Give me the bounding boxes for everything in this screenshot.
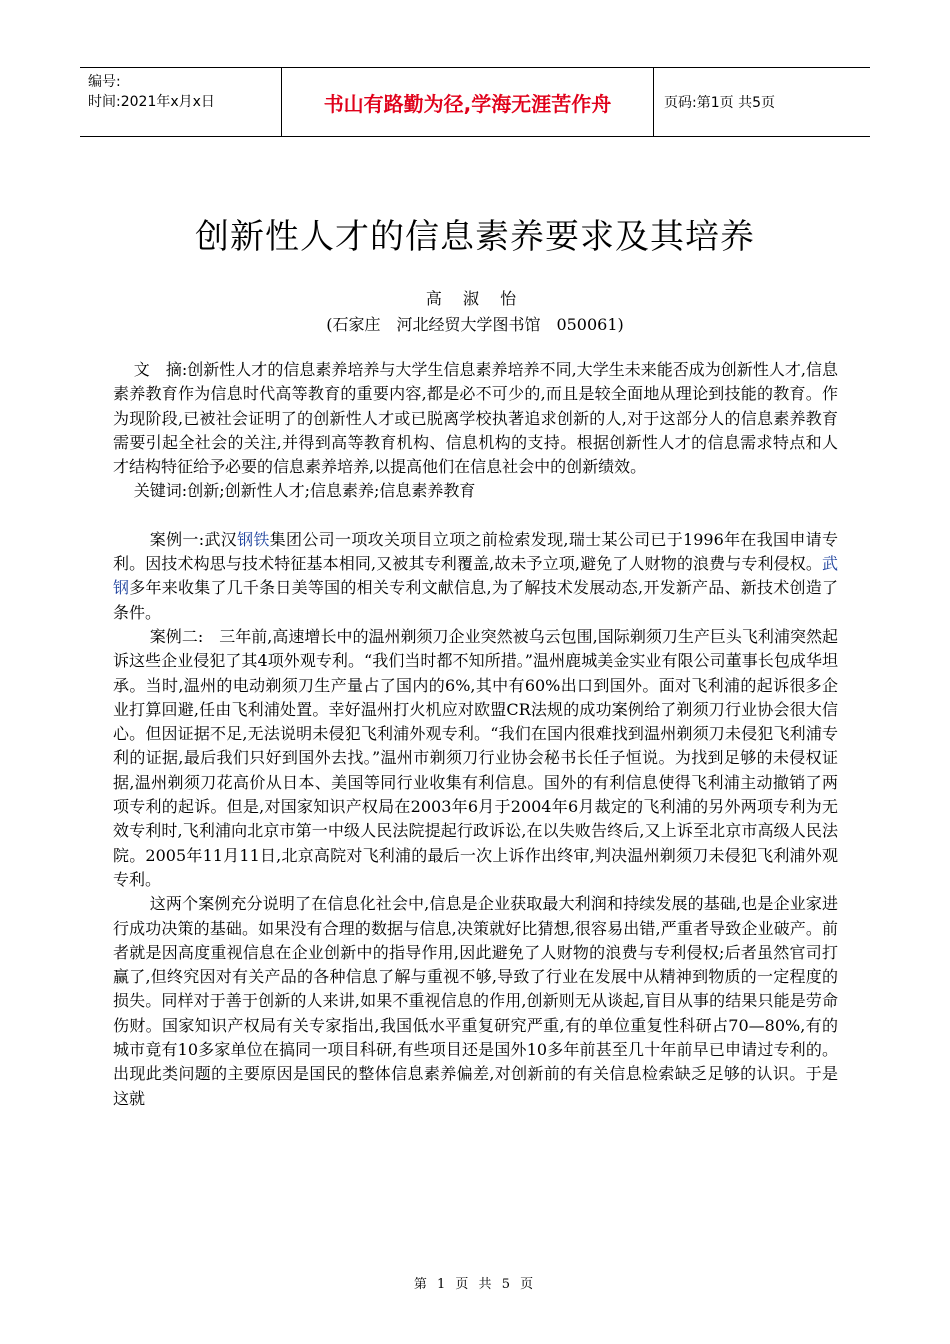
header-motto: 书山有路勤为径,学海无涯苦作舟: [323, 91, 612, 116]
header-code: 编号:: [88, 74, 121, 90]
header-page-info: 页码:第1页 共5页: [664, 95, 775, 111]
case-one-paragraph: [113, 528, 838, 625]
link-wisco[interactable]: 武钢: [113, 554, 838, 598]
abstract: 文 摘:创新性人才的信息素养培养与大学生信息素养培养不同,大学生未来能否成为创新性人才,信息素养教育作为信息时代高等教育的重要内容,都是必不可少的,而且是较全面地从理论到技能的教育。作为现阶段,已被社会证明了的创新性人才或已脱离学校执著追求创新的人,对于这部分人的信息素养教育需要引起全社会的关注,并得到高等教育机构、信息机构的支持。根据创新性人才的信息需求特点和人才结构特征给予必要的信息素养培养,以提高他们在信息社会中的创新绩效。: [113, 360, 838, 477]
case-one-text: 多年来收集了几千条日美等国的相关专利文献信息,为了解技术发展动态,开发新产品、新技术创造了条件。: [113, 578, 838, 622]
header-time: 时间:2021年x月x日: [88, 94, 215, 110]
header-divider: [653, 68, 654, 136]
document-title: 创新性人才的信息素养要求及其培养: [195, 217, 755, 257]
author: 高 淑 怡: [425, 289, 525, 308]
link-steel[interactable]: 钢铁: [237, 529, 270, 549]
header-meta: [88, 72, 278, 112]
affiliation: (石家庄 河北经贸大学图书馆 050061): [326, 315, 624, 334]
document-body: [113, 358, 838, 1111]
analysis-paragraph: 这两个案例充分说明了在信息化社会中,信息是企业获取最大利润和持续发展的基础,也是企业家进行成功决策的基础。如果没有合理的数据与信息,决策就好比猜想,很容易出错,严重者导致企业破产。前者就是因高度重视信息在企业创新中的指导作用,因此避免了人财物的浪费与专利侵权;后者虽然官司打赢了,但终究因对有关产品的各种信息了解与重视不够,导致了行业在发展中从精神到物质的一定程度的损失。同样对于善于创新的人来讲,如果不重视信息的作用,创新则无从谈起,盲目从事的结果只能是劳命伤财。国家知识产权局有关专家指出,我国低水平重复研究严重,有的单位重复性科研占70—80%,有的城市竟有10多家单位在搞同一项目科研,有些项目还是国外10多年前甚至几十年前早已申请过专利的。出现此类问题的主要原因是国民的整体信息素养偏差,对创新前的有关信息检索缺乏足够的认识。于是这就: [113, 894, 838, 1108]
case-two-paragraph: 案例二: 三年前,高速增长中的温州剃须刀企业突然被乌云包围,国际剃须刀生产巨头飞利浦突然起诉这些企业侵犯了其4项外观专利。“我们当时都不知所措。”温州鹿城美金实业有限公司董事长包成华坦承。当时,温州的电动剃须刀生产量占了国内的6%,其中有60%出口到国外。面对飞利浦的起诉很多企业打算回避,任由飞利浦处置。幸好温州打火机应对欧盟CR法规的成功案例给了剃须刀行业协会很大信心。但因证据不足,无法说明未侵犯飞利浦外观专利。“我们在国内很难找到温州剃须刀未侵犯飞利浦专利的证据,最后我们只好到国外去找。”温州市剃须刀行业协会秘书长任子恒说。为找到足够的未侵权证据,温州剃须刀花高价从日本、美国等同行业收集有利信息。国外的有利信息使得飞利浦主动撤销了两项专利的起诉。但是,对国家知识产权局在2003年6月于2004年6月裁定的飞利浦的另外两项专利为无效专利时,飞利浦向北京市第一中级人民法院提起行政诉讼,在以失败告终后,又上诉至北京市高级人民法院。2005年11月11日,北京高院对飞利浦的最后一次上诉作出终审,判决温州剃须刀未侵犯飞利浦外观专利。: [113, 626, 838, 889]
keywords: 关键词:创新;创新性人才;信息素养;信息素养教育: [133, 481, 476, 501]
page-footer: 第 1 页 共 5 页: [413, 1277, 537, 1292]
page-header: [80, 67, 870, 137]
case-one-text: 集团公司一项攻关项目立项之前检索发现,瑞士某公司已于1996年在我国申请专利。因技术构思与技术特征基本相同,又被其专利覆盖,故未予立项,避免了人财物的浪费与专利侵权。: [113, 529, 838, 574]
case-one-text: 案例一:武汉: [149, 529, 238, 549]
